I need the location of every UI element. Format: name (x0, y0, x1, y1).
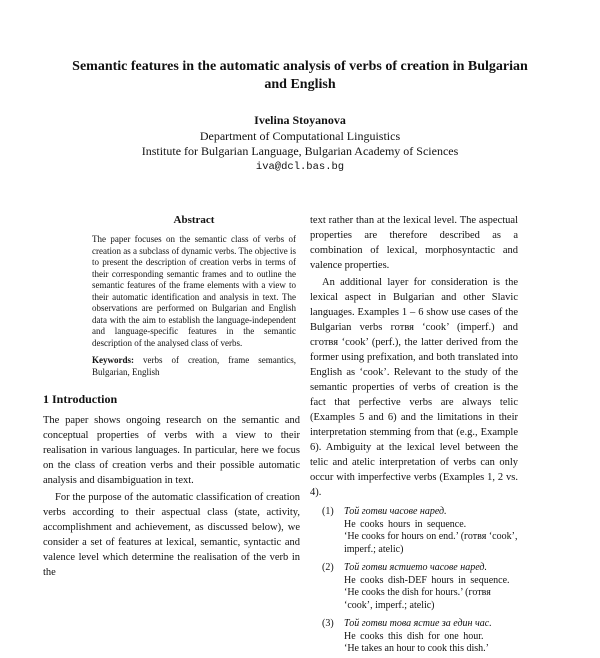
author-name: Ivelina Stoyanova (254, 113, 346, 127)
right-paragraph-1: text rather than at the lexical level. The aspectual properties are therefore described as a combination of lexical, morphosyntactic and valence properties. (310, 215, 518, 271)
abstract-heading: Abstract (173, 214, 215, 226)
example-bulgarian: Той готви часове наред. (344, 506, 447, 517)
right-column (310, 213, 518, 658)
abstract-text: The paper focuses on the semantic class of verbs of creation as a subclass of dynamic verbs. The objective is to present the description of creation verbs in terms of their corresponding semantic frames and to outline the semantic features of the frame elements with a view to their automatic identification and analysis in text. The observations are performed on Bulgarian and English data with the aim to establish the language-independent and language-specific features in the semantic description of the analysed class of verbs. (92, 234, 296, 348)
intro-paragraph-1: The paper shows ongoing research on the semantic and conceptual properties of verbs with a view to their realisation in various languages. In particular, here we focus on the class of creation verbs and their possible automatic analysis and disambiguation in text. (43, 415, 300, 486)
example-bulgarian: Той готви ястието часове наред. (344, 562, 487, 573)
example-1 (310, 506, 518, 556)
intro-paragraph-2: For the purpose of the automatic classification of creation verbs according to their aspectual class (state, activity, accomplishment and achievement, as discussed below), we consider a set of features at lexical, semantic, syntactic and valence level which determine the realisation of the verb in the (43, 492, 300, 578)
example-2 (310, 562, 518, 612)
affiliation-department: Department of Computational Linguistics (199, 128, 401, 143)
keywords-label: Keywords: (92, 355, 134, 365)
author-email[interactable]: iva@dcl.bas.bg (255, 160, 345, 173)
example-bulgarian: Той готви това ястие за един час. (344, 618, 492, 629)
right-paragraph-2: An additional layer for consideration is the lexical aspect in Bulgarian and other Slavic languages. Examples 1 – 6 show use cases of the Bulgarian verbs готвя ‘cook’ (imperf.) and сготвя ‘cook’ (perf.), the latter derived from the former using prefixation, and both translated into English as ‘cook’. Relevant to the study of the semantic properties of verbs of creation is the fact that perfective verbs are always telic (Examples 5 and 6) and the limitations in their interpretation stemming from that (e.g., Example 6). Ambiguity at the lexical level between the telic and atelic interpretation of verbs can only occur with imperfective verbs (Examples 1, 2 vs. 4). (310, 277, 518, 498)
example-gloss: He cooks hours in sequence. (344, 518, 467, 530)
example-gloss: He cooks this dish for one hour. (344, 630, 484, 642)
affiliation-institute: Institute for Bulgarian Language, Bulgarian Academy of Sciences (141, 144, 459, 158)
example-number: (3) (322, 618, 334, 629)
keywords (92, 355, 296, 378)
left-column (43, 213, 300, 582)
example-3 (310, 618, 518, 656)
example-translation: ‘He cooks for hours on end.’ (готвя ‘cook’, imperf.; atelic) (344, 531, 518, 555)
example-translation: ‘He takes an hour to cook this dish.’ (344, 643, 489, 654)
paper-title: Semantic features in the automatic analysis of verbs of creation in Bulgarian and English (72, 59, 528, 92)
example-number: (2) (322, 562, 334, 573)
section-heading-introduction: 1 Introduction (43, 392, 118, 406)
author-block (60, 113, 540, 175)
example-number: (1) (322, 506, 334, 517)
example-gloss: He cooks dish-DEF hours in sequence. (344, 574, 510, 586)
example-translation: ‘He cooks the dish for hours.’ (готвя ‘cook’, imperf.; atelic) (344, 587, 491, 611)
keywords-list: verbs of creation, frame semantics, Bulgarian, English (92, 355, 297, 377)
